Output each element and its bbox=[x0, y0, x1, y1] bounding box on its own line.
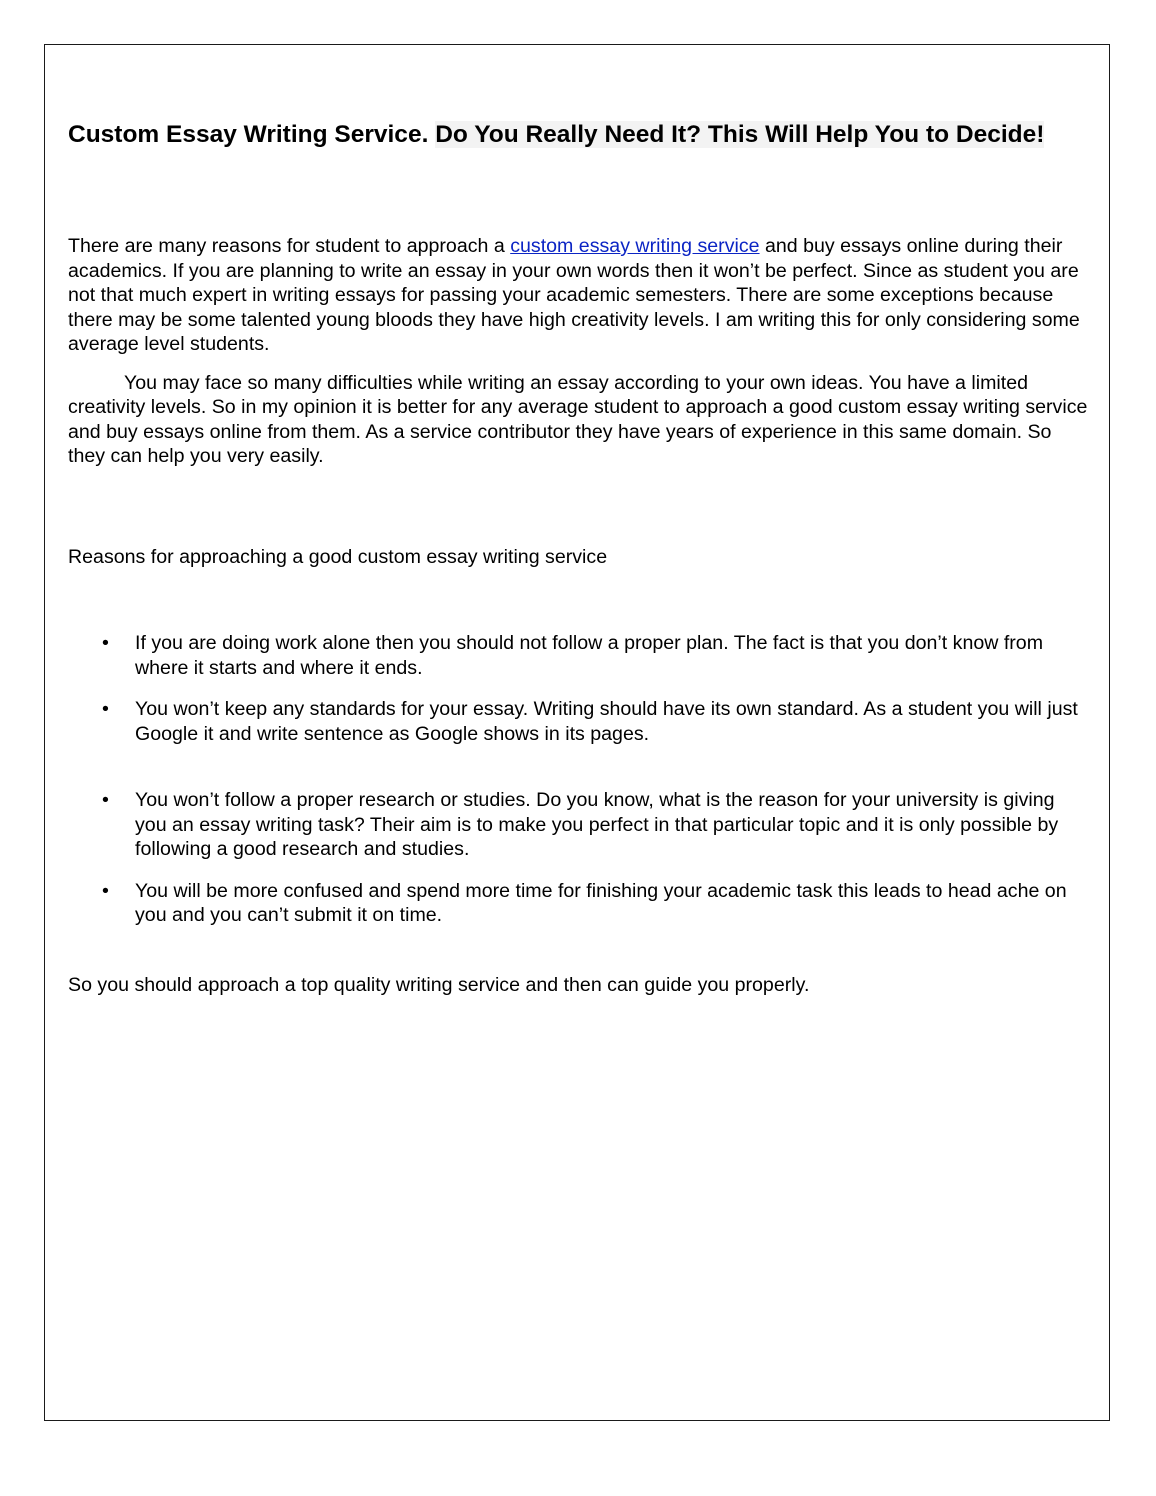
paragraph-1-rest: and buy essays online during their academics. If you are planning to write an essay in your own words then it won’t be perfect. Since as student you are not that much expert in writing essays for passing your academic semesters. There are some exceptions because there may be some talented young bloods they have high creativity levels. I am writing this for only considering some average level students. bbox=[68, 235, 1080, 355]
list-item-text: If you are doing work alone then you should not follow a proper plan. The fact is that you don’t know from where it starts and where it ends. bbox=[135, 632, 1044, 679]
title-part-1: Custom Essay Writing Service. bbox=[68, 121, 436, 148]
list-item bbox=[68, 879, 1090, 928]
bullet-icon: • bbox=[102, 698, 109, 720]
list-item-text: You won’t keep any standards for your essay. Writing should have its own standard. As a student you will just Google it and write sentence as Google shows in its pages. bbox=[135, 698, 1078, 745]
list-item bbox=[68, 788, 1090, 862]
document-body bbox=[68, 118, 1090, 997]
list-item bbox=[68, 631, 1090, 680]
document-title bbox=[68, 118, 1090, 152]
bullet-icon: • bbox=[102, 632, 109, 654]
paragraph-1 bbox=[68, 234, 1090, 357]
title-part-2: Do You Really Need It? This Will Help You to Decide! bbox=[435, 121, 1045, 148]
list-item bbox=[68, 697, 1090, 746]
bullet-icon: • bbox=[102, 789, 109, 811]
paragraph-2: You may face so many difficulties while writing an essay according to your own ideas. You have a limited creativity levels. So in my opinion it is better for any average student to approach a good custom essay writing service and buy essays online from them. As a service contributor they have years of experience in this same domain. So they can help you very easily. bbox=[68, 371, 1088, 467]
paragraph-1-lead: There are many reasons for student to approach a bbox=[68, 235, 511, 257]
bullet-icon: • bbox=[102, 879, 109, 902]
list-item-text: You will be more confused and spend more time for finishing your academic task this leads to head ache on you and you can’t submit it on time. bbox=[135, 879, 1067, 926]
closing-paragraph: So you should approach a top quality writing service and then can guide you properly. bbox=[68, 973, 810, 996]
reasons-list bbox=[68, 631, 1090, 928]
section-subheading: Reasons for approaching a good custom essay writing service bbox=[68, 545, 608, 568]
list-item-text: You won’t follow a proper research or studies. Do you know, what is the reason for your university is giving you an essay writing task? Their aim is to make you perfect in that particular topic and it is only possible by following a good research and studies. bbox=[135, 789, 1059, 860]
custom-essay-link[interactable]: custom essay writing service bbox=[510, 235, 760, 257]
